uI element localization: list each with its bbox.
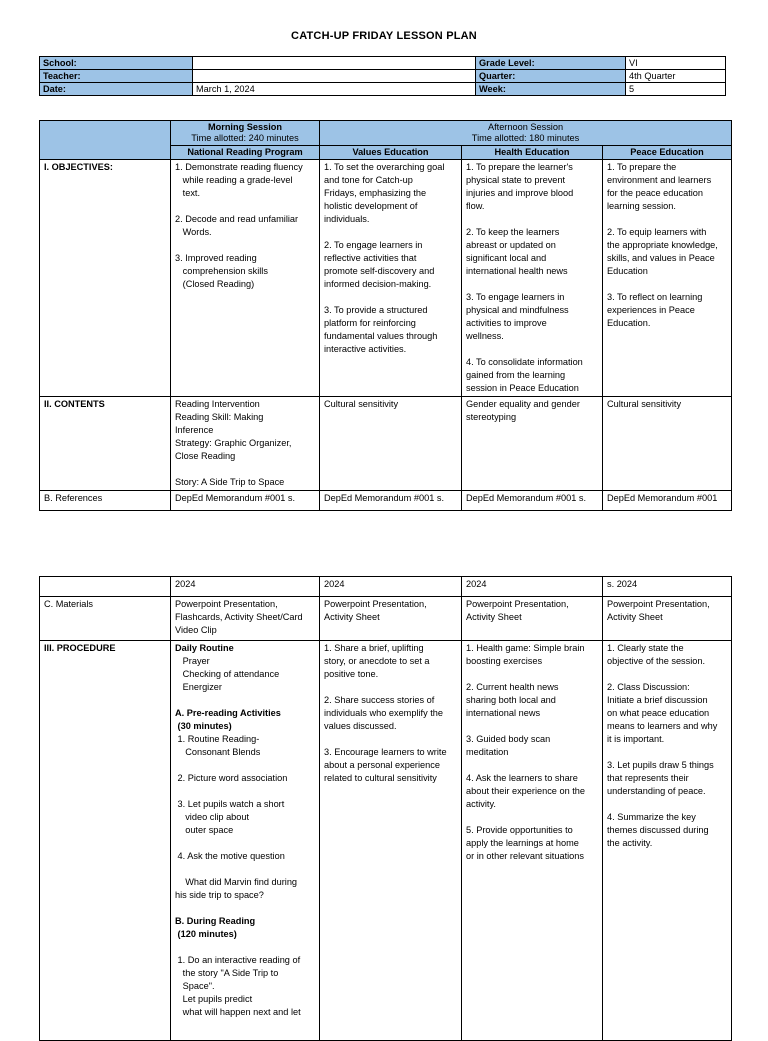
- text-line: Powerpoint Presentation,: [466, 599, 569, 609]
- text-line: 1. To prepare the: [607, 162, 677, 172]
- text-line: Education.: [607, 318, 651, 328]
- text-line: 3. To engage learners in: [466, 292, 565, 302]
- text-line: promote self-discovery and: [324, 266, 435, 276]
- text-line: international health news: [466, 266, 568, 276]
- corner-cell: [40, 121, 171, 160]
- school-value: [193, 57, 476, 70]
- text-line: [466, 668, 598, 681]
- text-line: or in other relevant situations: [466, 851, 584, 861]
- text-line: 1. Health game: Simple brain: [466, 643, 585, 653]
- text-line: informed decision-making.: [324, 279, 432, 289]
- text-line: [466, 213, 598, 226]
- objectives-cell: [171, 160, 320, 397]
- text-line: Activity Sheet: [324, 612, 380, 622]
- text-line: 2. To equip learners with: [607, 227, 707, 237]
- text-line: individuals who exemplify the: [324, 708, 443, 718]
- text-line: that represents their: [607, 773, 689, 783]
- morning-session-time: Time allotted: 240 minutes: [191, 133, 299, 143]
- text-line: Close Reading: [175, 451, 236, 461]
- text-line: environment and learners: [607, 175, 712, 185]
- text-line: [466, 720, 598, 733]
- text-line: [175, 759, 315, 772]
- text-line: for the peace education: [607, 188, 704, 198]
- text-line: holistic development of: [324, 201, 418, 211]
- materials-cell: [320, 597, 462, 641]
- objectives-cell: [603, 160, 732, 397]
- text-line: the appropriate knowledge,: [607, 240, 718, 250]
- text-line: [466, 811, 598, 824]
- school-label: School:: [40, 57, 193, 70]
- text-line: Prayer: [175, 656, 210, 666]
- text-line: [466, 278, 598, 291]
- date-label: Date:: [40, 83, 193, 96]
- text-line: on what peace education: [607, 708, 710, 718]
- text-line: 1. To set the overarching goal: [324, 162, 445, 172]
- materials-cell: [462, 597, 603, 641]
- text-line: individuals.: [324, 214, 370, 224]
- text-line: understanding of peace.: [607, 786, 706, 796]
- subject-header-values: Values Education: [320, 146, 462, 160]
- text-line: 1. Share a brief, uplifting: [324, 643, 424, 653]
- text-line: What did Marvin find during: [175, 877, 298, 887]
- subject-header-peace: Peace Education: [603, 146, 732, 160]
- text-line: about a personal experience: [324, 760, 440, 770]
- text-line: 3. To provide a structured: [324, 305, 428, 315]
- text-line: [175, 694, 315, 707]
- procedure-cell: [462, 641, 603, 1041]
- text-line: 3. Encourage learners to write: [324, 747, 447, 757]
- objectives-label: I. OBJECTIVES:: [40, 160, 171, 397]
- text-line: 2. Picture word association: [175, 773, 288, 783]
- text-line: stereotyping: [466, 412, 517, 422]
- text-line: 5. Provide opportunities to: [466, 825, 573, 835]
- text-line: 2. To engage learners in: [324, 240, 423, 250]
- text-line: Reading Skill: Making: [175, 412, 264, 422]
- text-line: [324, 291, 457, 304]
- text-line: [607, 746, 727, 759]
- text-line: 1. Routine Reading-: [175, 734, 260, 744]
- text-line: [607, 278, 727, 291]
- teacher-value: [193, 70, 476, 83]
- week-label: Week:: [476, 83, 626, 96]
- year-cell: s. 2024: [603, 577, 732, 597]
- procedure-cell: [603, 641, 732, 1041]
- lesson-table-2: [39, 576, 732, 1041]
- text-line: Let pupils predict: [175, 994, 253, 1004]
- subject-header-health: Health Education: [462, 146, 603, 160]
- text-line: apply the learnings at home: [466, 838, 579, 848]
- document-title: CATCH-UP FRIDAY LESSON PLAN: [291, 30, 477, 42]
- text-line: Initiate a brief discussion: [607, 695, 708, 705]
- text-line: 2. To keep the learners: [466, 227, 560, 237]
- text-line: 1. To prepare the learner's: [466, 162, 573, 172]
- contents-cell: [320, 397, 462, 491]
- text-line: objective of the session.: [607, 656, 706, 666]
- text-line: gained from the learning: [466, 370, 566, 380]
- materials-cell: [603, 597, 732, 641]
- text-line: abreast or updated on: [466, 240, 556, 250]
- text-line: Checking of attendance: [175, 669, 280, 679]
- text-line: Fridays, emphasizing the: [324, 188, 427, 198]
- text-line: video clip about: [175, 812, 250, 822]
- text-line: [175, 941, 315, 954]
- text-line: [175, 863, 315, 876]
- text-line: means to learners and why: [607, 721, 718, 731]
- text-line: Strategy: Graphic Organizer,: [175, 438, 292, 448]
- text-line: interactive activities.: [324, 344, 407, 354]
- text-line: 2. Share success stories of: [324, 695, 435, 705]
- text-line: activity.: [466, 799, 496, 809]
- text-line: [607, 213, 727, 226]
- text-line: the story "A Side Trip to: [175, 968, 279, 978]
- grade-label: Grade Level:: [476, 57, 626, 70]
- text-line: his side trip to space?: [175, 890, 264, 900]
- text-line: significant local and: [466, 253, 547, 263]
- contents-cell: [462, 397, 603, 491]
- text-line: session in Peace Education: [466, 383, 579, 393]
- text-line: [607, 668, 727, 681]
- text-line: (30 minutes): [175, 721, 232, 731]
- text-line: [607, 798, 727, 811]
- text-line: Inference: [175, 425, 214, 435]
- references-cell: DepEd Memorandum #001 s.: [320, 491, 462, 511]
- morning-session-header: [171, 121, 320, 146]
- teacher-label: Teacher:: [40, 70, 193, 83]
- text-line: comprehension skills: [175, 266, 268, 276]
- procedure-cell: [320, 641, 462, 1041]
- text-line: Powerpoint Presentation,: [607, 599, 710, 609]
- text-line: Powerpoint Presentation,: [324, 599, 427, 609]
- text-line: Words.: [175, 227, 212, 237]
- text-line: themes discussed during: [607, 825, 709, 835]
- text-line: meditation: [466, 747, 509, 757]
- text-line: what will happen next and let: [175, 1007, 301, 1017]
- lesson-table-1: [39, 120, 732, 511]
- text-line: activities to improve: [466, 318, 547, 328]
- text-line: it is important.: [607, 734, 665, 744]
- text-line: Energizer: [175, 682, 222, 692]
- text-line: physical and mindfulness: [466, 305, 569, 315]
- text-line: physical state to prevent: [466, 175, 566, 185]
- text-line: [324, 226, 457, 239]
- references-label: B. References: [40, 491, 171, 511]
- text-line: [466, 759, 598, 772]
- text-line: 3. Improved reading: [175, 253, 257, 263]
- text-line: [466, 343, 598, 356]
- contents-cell: [171, 397, 320, 491]
- text-line: [175, 785, 315, 798]
- contents-label: II. CONTENTS: [40, 397, 171, 491]
- text-line: 1. Demonstrate reading fluency: [175, 162, 303, 172]
- text-line: fundamental values through: [324, 331, 438, 341]
- text-line: (Closed Reading): [175, 279, 255, 289]
- text-line: Reading Intervention: [175, 399, 260, 409]
- text-line: Consonant Blends: [175, 747, 261, 757]
- text-line: related to cultural sensitivity: [324, 773, 437, 783]
- text-line: 1. Do an interactive reading of: [175, 955, 301, 965]
- text-line: text.: [175, 188, 201, 198]
- year-cell: 2024: [320, 577, 462, 597]
- text-line: while reading a grade-level: [175, 175, 293, 185]
- text-line: Activity Sheet: [607, 612, 663, 622]
- text-line: [175, 463, 315, 476]
- objectives-cell: [462, 160, 603, 397]
- references-cell: DepEd Memorandum #001: [603, 491, 732, 511]
- text-line: 1. Clearly state the: [607, 643, 684, 653]
- year-cell: 2024: [171, 577, 320, 597]
- text-line: B. During Reading: [175, 916, 256, 926]
- procedure-label: III. PROCEDURE: [40, 641, 171, 1041]
- text-line: Cultural sensitivity: [607, 399, 682, 409]
- text-line: [324, 681, 457, 694]
- text-line: Flashcards, Activity Sheet/Card: [175, 612, 303, 622]
- text-line: outer space: [175, 825, 234, 835]
- text-line: Powerpoint Presentation,: [175, 599, 278, 609]
- text-line: Activity Sheet: [466, 612, 522, 622]
- text-line: platform for reinforcing: [324, 318, 416, 328]
- references-cell: DepEd Memorandum #001 s.: [462, 491, 603, 511]
- text-line: [175, 200, 315, 213]
- text-line: reflective activities that: [324, 253, 417, 263]
- text-line: 2. Current health news: [466, 682, 559, 692]
- afternoon-session-title: Afternoon Session: [487, 122, 564, 132]
- afternoon-session-header: [320, 121, 732, 146]
- text-line: positive tone.: [324, 669, 379, 679]
- references-cell: DepEd Memorandum #001 s.: [171, 491, 320, 511]
- date-value: March 1, 2024: [193, 83, 476, 96]
- text-line: skills, and values in Peace: [607, 253, 715, 263]
- week-value: 5: [626, 83, 726, 96]
- text-line: boosting exercises: [466, 656, 543, 666]
- text-line: learning session.: [607, 201, 676, 211]
- subject-header-nrp: National Reading Program: [171, 146, 320, 160]
- corner-cell: [40, 577, 171, 597]
- text-line: sharing both local and: [466, 695, 556, 705]
- text-line: 2. Class Discussion:: [607, 682, 690, 692]
- text-line: 3. Let pupils watch a short: [175, 799, 285, 809]
- text-line: [175, 837, 315, 850]
- text-line: Daily Routine: [175, 643, 234, 653]
- grade-value: VI: [626, 57, 726, 70]
- text-line: wellness.: [466, 331, 504, 341]
- info-table: [39, 56, 726, 96]
- text-line: international news: [466, 708, 541, 718]
- text-line: Video Clip: [175, 625, 217, 635]
- text-line: 4. Summarize the key: [607, 812, 696, 822]
- text-line: [175, 239, 315, 252]
- text-line: [324, 733, 457, 746]
- text-line: experiences in Peace: [607, 305, 695, 315]
- materials-cell: [171, 597, 320, 641]
- procedure-cell-nrp: [171, 641, 320, 1041]
- text-line: story, or anecdote to set a: [324, 656, 430, 666]
- objectives-cell: [320, 160, 462, 397]
- text-line: Cultural sensitivity: [324, 399, 399, 409]
- text-line: 3. To reflect on learning: [607, 292, 703, 302]
- quarter-label: Quarter:: [476, 70, 626, 83]
- text-line: 2. Decode and read unfamiliar: [175, 214, 299, 224]
- contents-cell: [603, 397, 732, 491]
- text-line: A. Pre-reading Activities: [175, 708, 281, 718]
- text-line: Story: A Side Trip to Space: [175, 477, 285, 487]
- text-line: Space".: [175, 981, 215, 991]
- year-cell: 2024: [462, 577, 603, 597]
- text-line: [175, 902, 315, 915]
- text-line: and tone for Catch-up: [324, 175, 413, 185]
- text-line: 4. Ask the learners to share: [466, 773, 578, 783]
- text-line: about their experience on the: [466, 786, 586, 796]
- text-line: 4. Ask the motive question: [175, 851, 285, 861]
- text-line: flow.: [466, 201, 485, 211]
- text-line: injuries and improve blood: [466, 188, 574, 198]
- text-line: the activity.: [607, 838, 653, 848]
- text-line: 3. Guided body scan: [466, 734, 551, 744]
- afternoon-session-time: Time allotted: 180 minutes: [471, 133, 580, 143]
- text-line: Gender equality and gender: [466, 399, 580, 409]
- text-line: 4. To consolidate information: [466, 357, 583, 367]
- text-line: 3. Let pupils draw 5 things: [607, 760, 714, 770]
- materials-label: C. Materials: [40, 597, 171, 641]
- text-line: (120 minutes): [175, 929, 237, 939]
- text-line: Education: [607, 266, 648, 276]
- text-line: values discussed.: [324, 721, 397, 731]
- morning-session-title: Morning Session: [207, 122, 283, 132]
- quarter-value: 4th Quarter: [626, 70, 726, 83]
